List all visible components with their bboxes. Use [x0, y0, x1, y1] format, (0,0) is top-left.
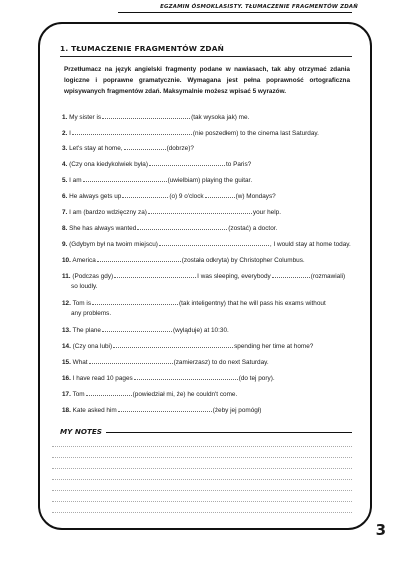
item-number: 17.: [62, 391, 71, 398]
item-text: I have read 10 pages: [72, 375, 133, 382]
answer-blank[interactable]: [102, 111, 190, 119]
exercise-item: [62, 388, 352, 400]
notes-line[interactable]: [52, 501, 352, 502]
exercise-item: [62, 142, 352, 154]
running-header: EGZAMIN ÓSMOKLASISTY. TŁUMACZENIE FRAGMENTÓW ZDAŃ: [156, 4, 362, 10]
exercise-item: [62, 356, 352, 368]
item-text: (zostać) a doctor.: [228, 225, 278, 232]
item-text: She has always wanted: [69, 225, 137, 232]
item-text: spending her time at home?: [234, 343, 314, 350]
answer-blank[interactable]: [149, 158, 225, 166]
exercise-item: [62, 324, 352, 336]
item-number: 9.: [62, 241, 68, 248]
item-text: (Czy ona kiedykolwiek była): [69, 161, 148, 168]
notes-line[interactable]: [52, 446, 352, 447]
item-number: 4.: [62, 161, 68, 168]
item-text: He always gets up: [69, 193, 122, 200]
answer-blank[interactable]: [159, 238, 269, 246]
item-text: Kate asked him: [72, 407, 117, 414]
item-text: Tom is: [72, 300, 92, 307]
section-title-rule: [60, 56, 352, 57]
item-continuation: so loudly.: [71, 283, 98, 290]
item-text: (tak inteligentny) that he will pass his exams without: [179, 300, 326, 307]
item-text: , I would stay at home today.: [269, 241, 351, 248]
item-number: 6.: [62, 193, 68, 200]
item-text: (tak wysoka jak) me.: [191, 114, 250, 121]
item-number: 3.: [62, 145, 68, 152]
item-text: My sister is: [69, 114, 102, 121]
item-text: (żeby jej pomógł): [212, 407, 262, 414]
item-number: 8.: [62, 225, 68, 232]
item-text: (Gdybym był na twoim miejscu): [69, 241, 158, 248]
item-number: 5.: [62, 177, 68, 184]
answer-blank[interactable]: [97, 254, 181, 262]
item-text: I am: [69, 177, 82, 184]
item-text: your help.: [252, 209, 281, 216]
page-number: 3: [375, 521, 386, 539]
item-number: 7.: [62, 209, 68, 216]
item-text: What: [72, 359, 88, 366]
item-text: (uwielbiam) playing the guitar.: [167, 177, 253, 184]
item-number: 15.: [62, 359, 71, 366]
item-number: 2.: [62, 129, 68, 137]
answer-blank[interactable]: [118, 404, 212, 412]
exercise-item: [62, 206, 352, 218]
answer-blank[interactable]: [122, 190, 168, 198]
exercise-item: [62, 158, 352, 170]
exercise-item: [62, 254, 352, 266]
item-number: 14.: [62, 343, 71, 350]
notes-rule: [100, 432, 352, 433]
exercise-item: [62, 190, 352, 202]
notes-line[interactable]: [52, 512, 352, 513]
item-text: (dobrze)?: [166, 145, 194, 152]
item-text: America: [72, 257, 96, 264]
exercise-item: [62, 297, 352, 319]
answer-blank[interactable]: [272, 270, 310, 278]
item-text: I am (bardzo wdzięczny za): [69, 209, 147, 216]
item-number: 16.: [62, 375, 71, 382]
answer-blank[interactable]: [102, 324, 172, 332]
item-text: I: [69, 129, 71, 137]
item-text: Tom: [72, 391, 85, 398]
section-title: 1. TŁUMACZENIE FRAGMENTÓW ZDAŃ: [60, 44, 225, 53]
item-text: (rozmawiali): [310, 273, 346, 280]
item-number: 13.: [62, 327, 71, 334]
exercise-item: [62, 127, 352, 139]
item-number: 10.: [62, 257, 71, 264]
item-continuation: any problems.: [71, 310, 112, 317]
notes-line[interactable]: [52, 457, 352, 458]
exercise-item: [62, 174, 352, 186]
item-text: (została odkryta) by Christopher Columbus.: [181, 257, 305, 264]
exercise-item: [62, 222, 352, 234]
notes-line[interactable]: [52, 468, 352, 469]
answer-blank[interactable]: [148, 206, 252, 214]
item-number: 18.: [62, 407, 71, 414]
answer-blank[interactable]: [124, 142, 166, 150]
item-text: (Czy ona lubi): [72, 343, 113, 350]
item-number: 12.: [62, 300, 71, 307]
exercise-item: [62, 340, 352, 352]
header-rule: [118, 12, 352, 13]
exercise-item: [62, 238, 352, 250]
answer-blank[interactable]: [134, 372, 238, 380]
item-text: (zamierzasz) to do next Saturday.: [173, 359, 269, 366]
notes-title: MY NOTES: [60, 427, 106, 436]
item-text: to Paris?: [225, 161, 252, 168]
exercise-item: [62, 404, 352, 416]
answer-blank[interactable]: [113, 340, 233, 348]
answer-blank[interactable]: [89, 356, 173, 364]
item-text: (nie poszedłem) to the cinema last Saturday.: [192, 129, 319, 137]
answer-blank[interactable]: [92, 297, 178, 305]
item-text: The plane: [72, 327, 101, 334]
answer-blank[interactable]: [137, 222, 227, 230]
item-text: I was sleeping, everybody: [197, 273, 271, 280]
answer-blank[interactable]: [114, 270, 196, 278]
item-text: (do tej pory).: [238, 375, 275, 382]
answer-blank[interactable]: [72, 127, 192, 135]
exercise-item: [62, 372, 352, 384]
item-text: (powiedział mi, że) he couldn't come.: [132, 391, 238, 398]
exercise-item: [62, 111, 352, 123]
item-text: (o) 9 o'clock: [169, 193, 204, 200]
notes-line[interactable]: [52, 490, 352, 491]
exercise-item: [62, 270, 352, 292]
answer-blank[interactable]: [86, 388, 132, 396]
item-number: 1.: [62, 114, 68, 121]
notes-line[interactable]: [52, 479, 352, 480]
instructions: Przetłumacz na język angielski fragmenty podane w nawiasach, tak aby otrzymać zdania logiczne i poprawne gramatycznie. Wymagana jest pełna poprawność ortograficzna wpisywanych fragmentów zdań. Maksymalnie możesz wpisać 5 wyrazów.: [64, 66, 350, 95]
answer-blank[interactable]: [205, 190, 235, 198]
item-text: (Podczas gdy): [72, 273, 114, 280]
answer-blank[interactable]: [83, 174, 167, 182]
item-number: 11.: [62, 273, 71, 280]
item-text: (wyląduje) at 10:30.: [173, 327, 229, 334]
item-text: Let's stay at home,: [69, 145, 123, 152]
item-text: (w) Mondays?: [235, 193, 276, 200]
